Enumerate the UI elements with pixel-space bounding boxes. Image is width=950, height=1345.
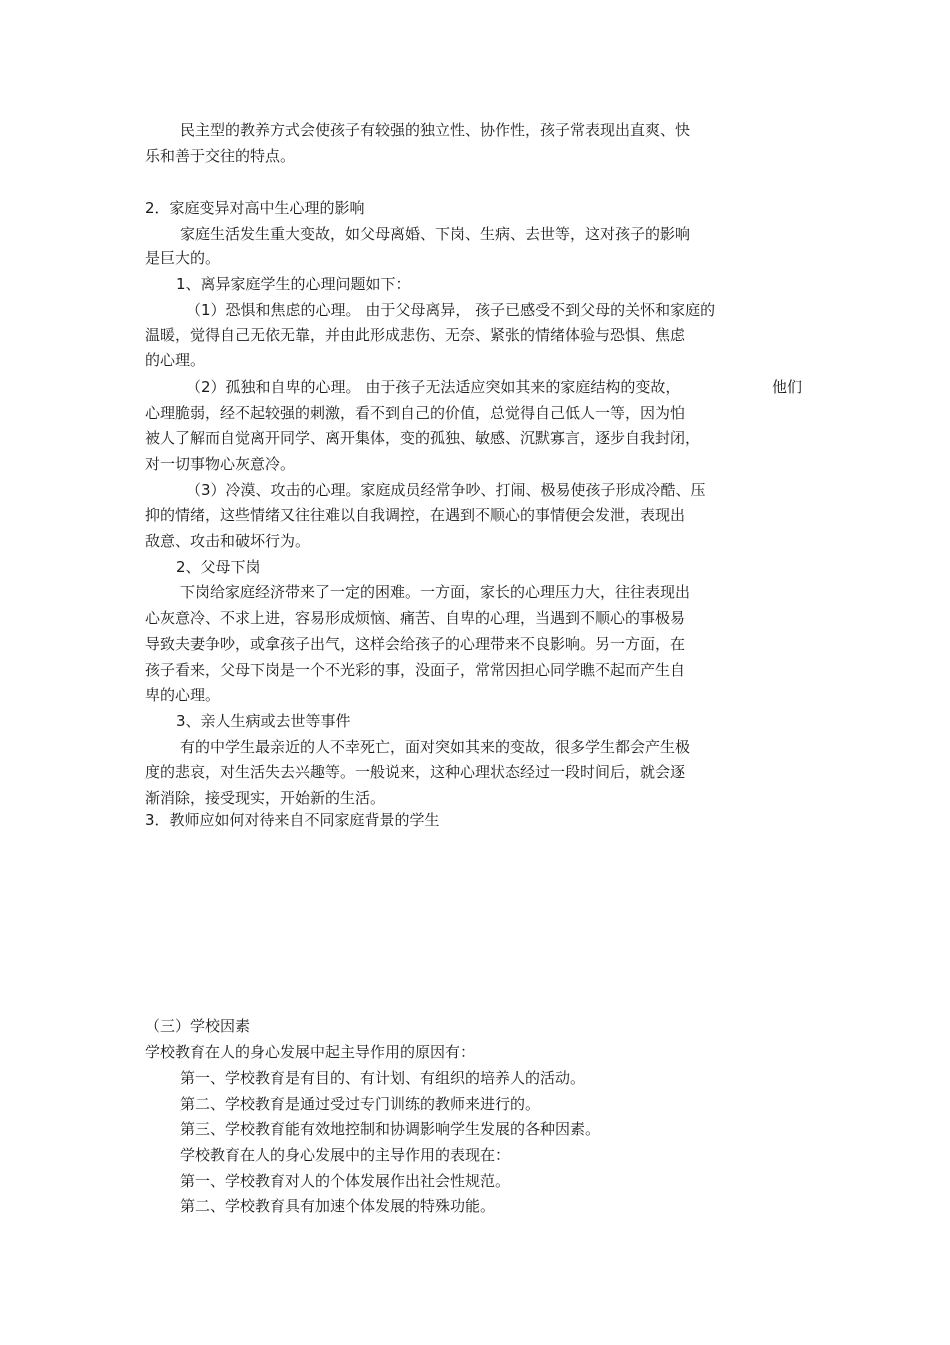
paragraph-line: 学校教育在人的身心发展中的主导作用的表现在： (180, 1146, 511, 1164)
list-item: 第一、学校教育对人的个体发展作出社会性规范。 (180, 1172, 511, 1190)
paragraph-line: （2）孤独和自卑的心理。 由于孩子无法适应突如其来的家庭结构的变故， (186, 378, 681, 396)
paragraph-line: 卑的心理。 (145, 686, 221, 704)
paragraph-line: 心理脆弱，经不起较强的刺激，看不到自己的价值，总觉得自己低人一等，因为怕 (145, 404, 686, 422)
section-heading: 2．家庭变异对高中生心理的影响 (145, 199, 365, 217)
paragraph-line: 是巨大的。 (145, 249, 221, 267)
list-item: 第二、学校教育具有加速个体发展的特殊功能。 (180, 1197, 496, 1215)
paragraph-line: 下岗给家庭经济带来了一定的困难。一方面，家长的心理压力大，往往表现出 (180, 583, 691, 601)
paragraph-line: 抑的情绪，这些情绪又往往难以自我调控，在遇到不顺心的事情便会发泄，表现出 (145, 506, 686, 524)
paragraph-line: 渐消除，接受现实，开始新的生活。 (145, 789, 386, 807)
section-heading: （三）学校因素 (145, 1017, 251, 1035)
subheading: 3、亲人生病或去世等事件 (176, 712, 351, 730)
list-item: 第三、学校教育能有效地控制和协调影响学生发展的各种因素。 (180, 1120, 601, 1138)
paragraph-line: 家庭生活发生重大变故，如父母离婚、下岗、生病、去世等，这对孩子的影响 (180, 225, 691, 243)
paragraph-line-tail: 他们 (772, 378, 803, 396)
paragraph-line: 的心理。 (145, 351, 206, 369)
paragraph-line: 导致夫妻争吵，或拿孩子出气，这样会给孩子的心理带来不良影响。另一方面，在 (145, 635, 686, 653)
paragraph-line: 民主型的教养方式会使孩子有较强的独立性、协作性，孩子常表现出直爽、快 (180, 121, 691, 139)
paragraph-line: 孩子看来，父母下岗是一个不光彩的事，没面子，常常因担心同学瞧不起而产生自 (145, 661, 686, 679)
paragraph-line: 敌意、攻击和破坏行为。 (145, 532, 311, 550)
paragraph-line: （1）恐惧和焦虑的心理。 由于父母离异， 孩子已感受不到父母的关怀和家庭的 (186, 301, 716, 319)
paragraph-line: （3）冷漠、攻击的心理。家庭成员经常争吵、打闹、极易使孩子形成冷酷、压 (186, 481, 706, 499)
paragraph-line: 心灰意冷、不求上进，容易形成烦恼、痛苦、自卑的心理，当遇到不顺心的事极易 (145, 609, 686, 627)
paragraph-line: 有的中学生最亲近的人不幸死亡，面对突如其来的变故，很多学生都会产生极 (180, 738, 691, 756)
paragraph-line: 被人了解而自觉离开同学、离开集体，变的孤独、敏感、沉默寡言，逐步自我封闭， (145, 429, 701, 447)
subheading: 2、父母下岗 (176, 558, 261, 576)
paragraph-line: 对一切事物心灰意冷。 (145, 455, 296, 473)
paragraph-line: 度的悲哀，对生活失去兴趣等。一般说来，这种心理状态经过一段时间后，就会逐 (145, 763, 686, 781)
list-item: 第一、学校教育是有目的、有计划、有组织的培养人的活动。 (180, 1069, 586, 1087)
section-heading: 3．教师应如何对待来自不同家庭背景的学生 (145, 811, 440, 829)
paragraph-line: 乐和善于交往的特点。 (145, 147, 296, 165)
subheading: 1、离异家庭学生的心理问题如下： (176, 275, 411, 293)
paragraph-line: 温暖，觉得自己无依无靠，并由此形成悲伤、无奈、紧张的情绪体验与恐惧、焦虑 (145, 326, 686, 344)
list-item: 第二、学校教育是通过受过专门训练的教师来进行的。 (180, 1095, 541, 1113)
paragraph-line: 学校教育在人的身心发展中起主导作用的原因有： (145, 1043, 476, 1061)
